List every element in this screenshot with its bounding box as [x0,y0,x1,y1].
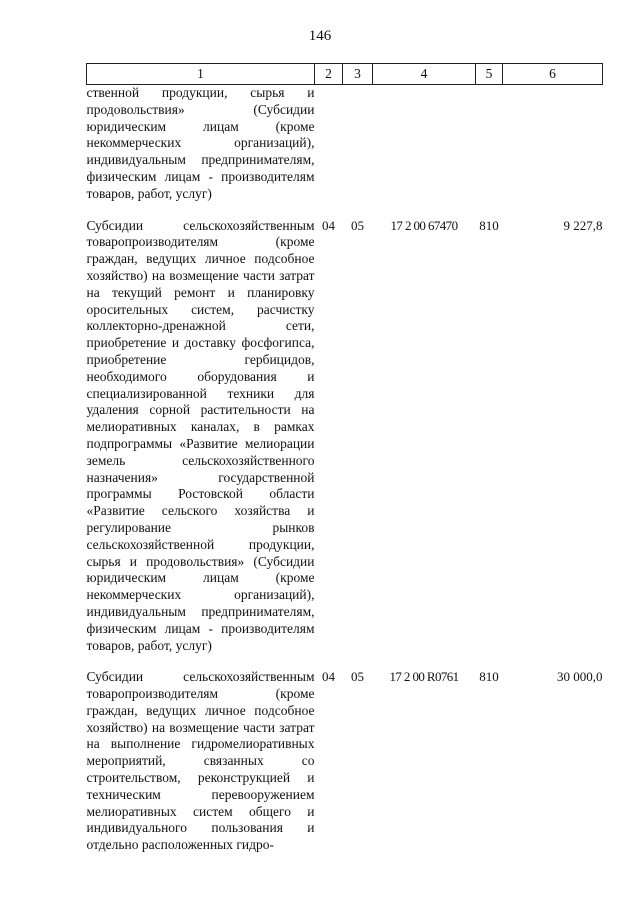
table-row [87,669,603,854]
expense-type-code: 810 [479,669,499,685]
row-description: Субсидии сельскохозяйственным товаропроизводителям (кроме граждан, ведущих личное подсобное хозяйство) на возмещение части затрат на текущий ремонт и планировку оросительных систем, расчистку коллекторно-дренажной сети, приобретение и доставку фосфогипса, приобретение гербицидов, необходимого оборудования и специализированной техники для удаления сорной растительности на мелиоративных каналах, в рамках подпрограммы «Развитие мелиорации земель сельскохозяйственного назначения» государственной программы Ростовской области «Развитие сельского хозяйства и регулирование рынков сельскохозяйственной продукции, сырья и продовольствия» (Субсидии юридическим лицам (кроме некоммерческих организаций), индивидуальным предпринимателям, физическим лицам - производителям товаров, работ, услуг) [86,217,315,653]
subsection-code [343,85,373,203]
row-description: ственной продукции, сырья и продовольствия» (Субсидии юридическим лицам (кроме некоммерческих организаций), индивидуальным предпринимателям, физическим лицам - производителям товаров, работ, услуг) [86,85,315,201]
amount: 9 227,8 [563,217,603,233]
column-header: 2 [315,64,343,85]
table-header-row [87,64,603,85]
row-gap [87,654,603,669]
section-code: 04 [322,669,335,685]
table-row [87,218,603,655]
column-header: 1 [87,64,315,85]
budget-table [86,63,603,854]
subsection-code: 05 [351,217,364,233]
page-number: 146 [308,28,332,44]
table-row [87,85,603,203]
column-header: 5 [476,64,503,85]
subsection-code: 05 [351,669,364,685]
section-code [315,85,343,203]
column-header: 3 [343,64,373,85]
section-code: 04 [322,217,335,233]
row-gap [87,203,603,218]
target-article-code: 17 2 00 R0761 [389,669,459,685]
amount: 30 000,0 [557,669,603,685]
target-article-code [373,85,476,203]
row-description: Субсидии сельскохозяйственным товаропроизводителям (кроме граждан, ведущих личное подсобное хозяйство) на возмещение части затрат на выполнение гидромелиоративных мероприятий, связанных со строительством, реконструкцией и техническим перевооружением мелиоративных систем общего и индивидуального пользования и отдельно расположенных гидро- [86,669,315,853]
column-header: 6 [503,64,603,85]
expense-type-code: 810 [479,217,499,233]
amount [503,85,603,203]
column-header: 4 [373,64,476,85]
target-article-code: 17 2 00 67470 [390,217,458,233]
expense-type-code [476,85,503,203]
